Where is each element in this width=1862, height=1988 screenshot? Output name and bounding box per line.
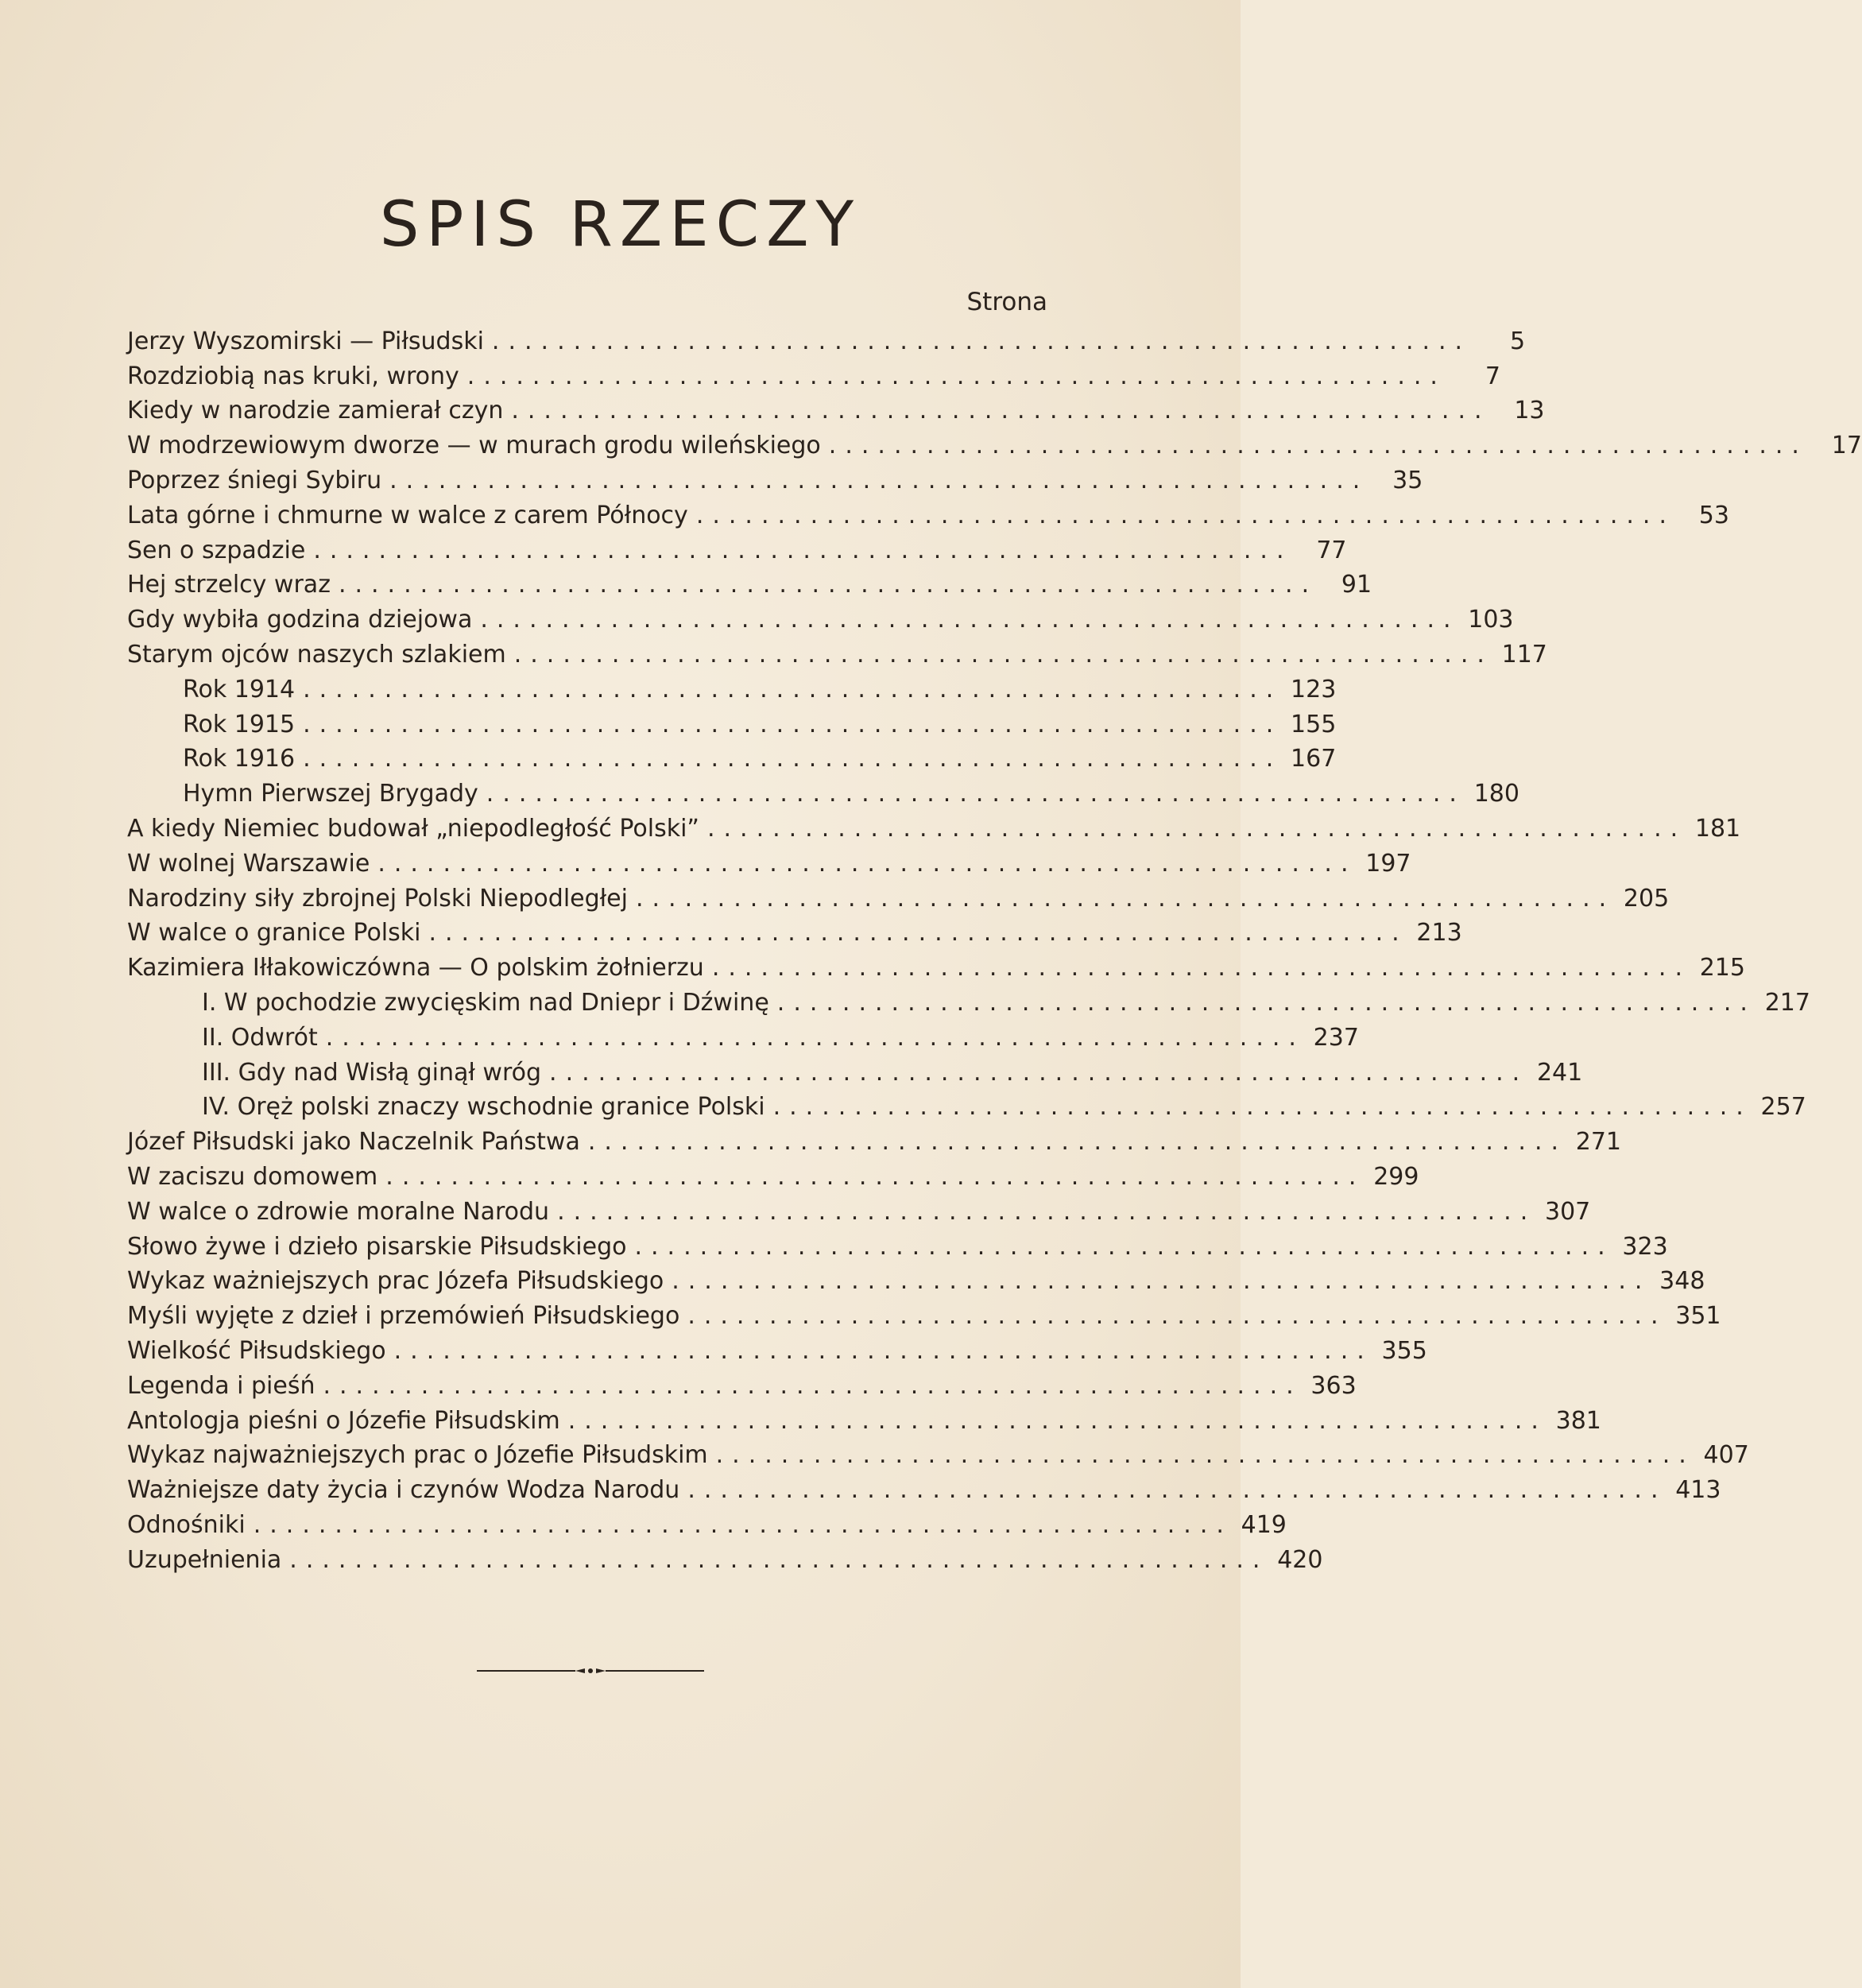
toc-entry-page: 348 bbox=[1659, 1267, 1705, 1296]
toc-entry bbox=[127, 637, 1547, 672]
toc-entry-page: 257 bbox=[1760, 1093, 1806, 1122]
toc-entry-page: 413 bbox=[1675, 1476, 1721, 1505]
page-title: SPIS RZECZY bbox=[379, 189, 861, 261]
toc-entry-title: Starym ojców naszych szlakiem bbox=[127, 641, 506, 669]
toc-dot-leader: ............................................................ bbox=[687, 1302, 1667, 1331]
toc-entry-title: Słowo żywe i dzieło pisarskie Piłsudskiego bbox=[127, 1232, 627, 1261]
toc-entry-title: II. Odwrót bbox=[202, 1023, 318, 1052]
toc-dot-leader: ............................................................ bbox=[428, 919, 1408, 947]
toc-entry-page: 77 bbox=[1316, 536, 1347, 564]
toc-entry bbox=[127, 1021, 1359, 1056]
toc-entry bbox=[127, 812, 1741, 847]
toc-dot-leader: ............................................................ bbox=[587, 1128, 1568, 1157]
toc-entry-title: Lata górne i chmurne w walce z carem Północy bbox=[127, 501, 688, 529]
toc-entry-title: Narodziny siły zbrojnej Polski Niepodległej bbox=[127, 884, 628, 913]
toc-dot-leader: ............................................................ bbox=[557, 1197, 1537, 1226]
toc-entry-title: Myśli wyjęte z dzieł i przemówień Piłsudskiego bbox=[127, 1302, 680, 1331]
toc-entry-page: 53 bbox=[1698, 501, 1729, 529]
toc-entry-page: 13 bbox=[1514, 397, 1545, 425]
toc-entry-title: Kiedy w narodzie zamierał czyn bbox=[127, 397, 504, 425]
toc-dot-leader: ............................................................ bbox=[385, 1163, 1365, 1192]
toc-entry bbox=[127, 1230, 1668, 1265]
toc-entry bbox=[127, 1369, 1357, 1404]
toc-dot-leader: ............................................................ bbox=[393, 1337, 1373, 1365]
toc-entry-title: I. W pochodzie zwycięskim nad Dniepr i Dźwinę bbox=[202, 989, 769, 1017]
toc-dot-leader: ............................................................ bbox=[828, 432, 1808, 460]
toc-entry-title: Hymn Pierwszej Brygady bbox=[183, 780, 478, 808]
toc-dot-leader: ............................................................ bbox=[695, 501, 1675, 529]
toc-entry-page: 419 bbox=[1241, 1510, 1287, 1539]
toc-entry-page: 91 bbox=[1341, 571, 1372, 599]
toc-dot-leader: ............................................................ bbox=[491, 327, 1472, 355]
toc-entry bbox=[127, 1334, 1427, 1369]
toc-entry-title: Rok 1916 bbox=[183, 745, 296, 773]
toc-dot-leader: ............................................................ bbox=[567, 1406, 1547, 1435]
toc-dot-leader: ............................................................ bbox=[711, 954, 1691, 982]
toc-entry-title: W walce o zdrowie moralne Narodu bbox=[127, 1197, 550, 1226]
toc-entry bbox=[127, 394, 1545, 429]
toc-entry bbox=[127, 1543, 1323, 1578]
toc-entry-title: Wykaz ważniejszych prac Józefa Piłsudskiego bbox=[127, 1267, 664, 1296]
toc-dot-leader: ............................................................ bbox=[715, 1441, 1695, 1470]
toc-entry-page: 167 bbox=[1291, 745, 1337, 773]
toc-entry bbox=[127, 777, 1519, 812]
toc-entry-title: Antologja pieśni o Józefie Piłsudskim bbox=[127, 1406, 560, 1435]
toc-dot-leader: ............................................................ bbox=[377, 849, 1357, 878]
toc-entry-title: W modrzewiowym dworze — w murach grodu wileńskiego bbox=[127, 432, 821, 460]
toc-entry-page: 5 bbox=[1510, 327, 1526, 355]
toc-dot-leader: ............................................................ bbox=[776, 989, 1756, 1017]
toc-entry-page: 215 bbox=[1699, 954, 1745, 982]
toc-entry bbox=[127, 742, 1337, 777]
toc-entry-page: 323 bbox=[1622, 1232, 1668, 1261]
toc-entry-page: 117 bbox=[1501, 641, 1547, 669]
toc-entry-title: W zaciszu domowem bbox=[127, 1163, 378, 1192]
toc-entry-title: Odnośniki bbox=[127, 1510, 246, 1539]
toc-entry-page: 197 bbox=[1365, 849, 1411, 878]
toc-entry-page: 407 bbox=[1703, 1441, 1749, 1470]
toc-entry-page: 420 bbox=[1277, 1545, 1323, 1574]
toc-entry bbox=[127, 707, 1337, 742]
toc-entry-title: Hej strzelcy wraz bbox=[127, 571, 331, 599]
toc-entry bbox=[127, 1508, 1287, 1543]
toc-dot-leader: ............................................................ bbox=[389, 467, 1369, 495]
toc-entry-page: 299 bbox=[1373, 1163, 1419, 1192]
toc-dot-leader: ............................................................ bbox=[303, 710, 1283, 738]
toc-entry-title: Jerzy Wyszomirski — Piłsudski bbox=[127, 327, 484, 355]
closing-ornament bbox=[477, 1666, 704, 1676]
toc-dot-leader: ............................................................ bbox=[303, 675, 1283, 703]
toc-entry-page: 213 bbox=[1416, 919, 1462, 947]
toc-entry-title: Sen o szpadzie bbox=[127, 536, 306, 564]
toc-entry-title: Gdy wybiła godzina dziejowa bbox=[127, 606, 473, 634]
toc-entry-title: Rozdziobią nas kruki, wrony bbox=[127, 362, 459, 390]
toc-entry-title: Kazimiera Iłłakowiczówna — O polskim żołnierzu bbox=[127, 954, 704, 982]
toc-entry-page: 35 bbox=[1392, 467, 1423, 495]
toc-entry bbox=[127, 568, 1372, 603]
toc-entry-page: 205 bbox=[1623, 884, 1670, 913]
toc-dot-leader: ............................................................ bbox=[466, 362, 1446, 390]
toc-dot-leader: ............................................................ bbox=[313, 536, 1293, 564]
toc-entry-page: 307 bbox=[1544, 1197, 1591, 1226]
toc-entry-page: 181 bbox=[1694, 815, 1741, 843]
toc-entry-title: Poprzez śniegi Sybiru bbox=[127, 467, 382, 495]
toc-dot-leader: ............................................................ bbox=[325, 1023, 1305, 1052]
toc-dot-leader: ............................................................ bbox=[687, 1476, 1667, 1505]
toc-entry-page: 381 bbox=[1555, 1406, 1601, 1435]
toc-entry-page: 355 bbox=[1381, 1337, 1427, 1365]
toc-entry bbox=[127, 882, 1670, 916]
toc-entry-title: Rok 1915 bbox=[183, 710, 296, 738]
toc-entry-page: 17 bbox=[1831, 432, 1862, 460]
toc-entry bbox=[127, 1160, 1419, 1195]
toc-entry bbox=[127, 1473, 1721, 1508]
toc-dot-leader: ............................................................ bbox=[706, 815, 1687, 843]
toc-dot-leader: ............................................................ bbox=[635, 884, 1616, 913]
toc-entry bbox=[127, 1299, 1721, 1334]
toc-entry-page: 217 bbox=[1764, 989, 1810, 1017]
toc-entry bbox=[127, 847, 1411, 882]
toc-entry bbox=[127, 1404, 1601, 1439]
toc-entry-title: Józef Piłsudski jako Naczelnik Państwa bbox=[127, 1128, 580, 1157]
toc-entry bbox=[127, 986, 1810, 1021]
toc-entry-title: W walce o granice Polski bbox=[127, 919, 421, 947]
toc-entry-title: Rok 1914 bbox=[183, 675, 296, 703]
toc-entry-page: 241 bbox=[1536, 1058, 1583, 1087]
toc-entry-page: 7 bbox=[1485, 362, 1500, 390]
toc-entry bbox=[127, 951, 1745, 986]
toc-dot-leader: ............................................................ bbox=[672, 1267, 1651, 1296]
toc-entry bbox=[127, 1125, 1622, 1160]
toc-entry-page: 123 bbox=[1291, 675, 1337, 703]
toc-entry bbox=[127, 672, 1337, 707]
toc-dot-leader: ............................................................ bbox=[303, 745, 1283, 773]
toc-entry bbox=[127, 428, 1862, 463]
toc-dot-leader: ............................................................ bbox=[511, 397, 1491, 425]
toc-entry-title: IV. Oręż polski znaczy wschodnie granice Polski bbox=[202, 1093, 765, 1122]
toc-entry bbox=[127, 324, 1526, 359]
toc-entry bbox=[127, 1195, 1591, 1230]
toc-entry bbox=[127, 1091, 1806, 1126]
toc-entry bbox=[127, 916, 1462, 951]
toc-entry-title: Wielkość Piłsudskiego bbox=[127, 1337, 386, 1365]
toc-entry-title: Ważniejsze daty życia i czynów Wodza Narodu bbox=[127, 1476, 680, 1505]
toc-dot-leader: ............................................................ bbox=[289, 1545, 1269, 1574]
toc-entry-title: III. Gdy nad Wisłą ginął wróg bbox=[202, 1058, 542, 1087]
toc-entry-page: 271 bbox=[1575, 1128, 1622, 1157]
toc-entry-page: 351 bbox=[1675, 1302, 1721, 1331]
toc-entry-page: 103 bbox=[1468, 606, 1514, 634]
toc-dot-leader: ............................................................ bbox=[513, 641, 1493, 669]
toc-dot-leader: ............................................................ bbox=[253, 1510, 1233, 1539]
toc-entry-page: 155 bbox=[1291, 710, 1337, 738]
toc-entry-title: Legenda i pieśń bbox=[127, 1371, 315, 1400]
toc-entry bbox=[127, 359, 1500, 394]
toc-entry bbox=[127, 463, 1423, 498]
toc-entry-page: 237 bbox=[1313, 1023, 1359, 1052]
toc-entry-page: 363 bbox=[1310, 1371, 1357, 1400]
toc-dot-leader: ............................................................ bbox=[338, 571, 1318, 599]
toc-entry bbox=[127, 1265, 1705, 1300]
toc-dot-leader: ............................................................ bbox=[634, 1232, 1614, 1261]
toc-dot-leader: ............................................................ bbox=[772, 1093, 1752, 1122]
toc-entry-title: Wykaz najważniejszych prac o Józefie Piłsudskim bbox=[127, 1441, 708, 1470]
toc-dot-leader: ............................................................ bbox=[549, 1058, 1529, 1087]
toc-dot-leader: ............................................................ bbox=[480, 606, 1460, 634]
table-of-contents bbox=[127, 324, 1862, 1578]
toc-entry-title: W wolnej Warszawie bbox=[127, 849, 370, 878]
toc-entry bbox=[127, 603, 1514, 637]
page-column-header: Strona bbox=[966, 288, 1047, 316]
toc-dot-leader: ............................................................ bbox=[323, 1371, 1303, 1400]
toc-entry-title: Uzupełnienia bbox=[127, 1545, 282, 1574]
toc-entry bbox=[127, 533, 1347, 568]
toc-entry bbox=[127, 1056, 1583, 1091]
toc-entry-page: 180 bbox=[1473, 780, 1519, 808]
toc-entry bbox=[127, 498, 1729, 533]
toc-entry-title: A kiedy Niemiec budował „niepodległość Polski” bbox=[127, 815, 699, 843]
toc-entry bbox=[127, 1439, 1749, 1474]
toc-dot-leader: ............................................................ bbox=[486, 780, 1465, 808]
